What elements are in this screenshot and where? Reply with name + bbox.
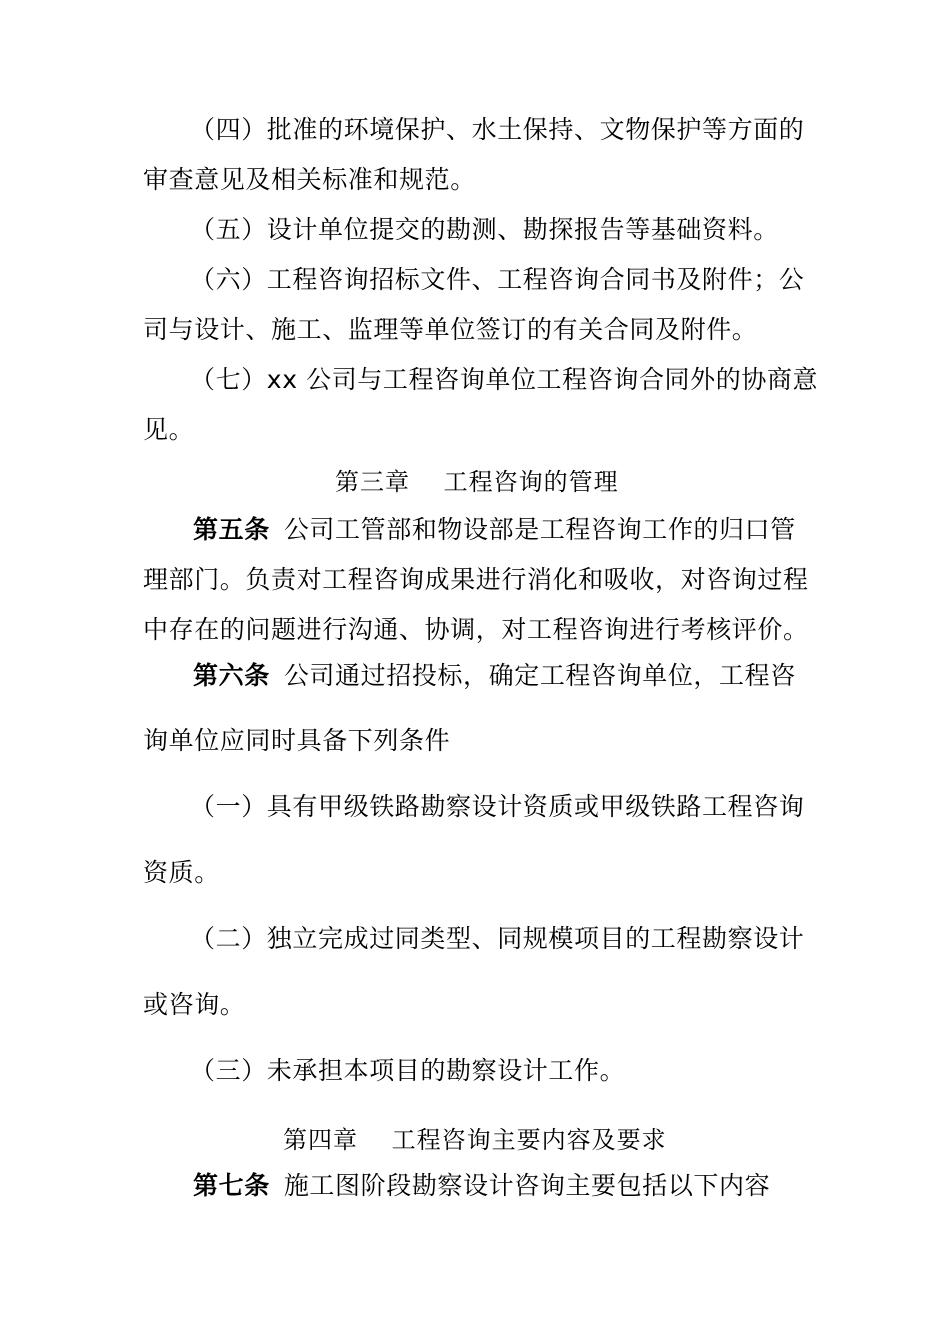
condition1-line2: 资质。 — [143, 858, 220, 887]
article7-line1 — [193, 1170, 770, 1202]
article5-line3: 中存在的问题进行沟通、协调，对工程咨询进行考核评价。 — [143, 615, 809, 644]
item4-line1: （四）批准的环境保护、水土保持、文物保护等方面的 — [190, 115, 805, 144]
item6-line2: 司与设计、施工、监理等单位签订的有关合同及附件。 — [143, 315, 758, 344]
article6-line2: 询单位应同时具备下列条件 — [143, 726, 451, 755]
item5-line1: （五）设计单位提交的勘测、勘探报告等基础资料。 — [190, 215, 779, 244]
article5-text: 公司工管部和物设部是工程咨询工作的归口管 — [283, 515, 796, 544]
item4-line2: 审查意见及相关标准和规范。 — [143, 165, 476, 194]
chapter4-title: 第四章 工程咨询主要内容及要求 — [283, 1126, 667, 1154]
condition2-line2: 或咨询。 — [143, 990, 246, 1019]
article6-line1 — [193, 660, 796, 692]
article5-line2: 理部门。负责对工程咨询成果进行消化和吸收，对咨询过程 — [143, 565, 809, 594]
chapter3-title: 第三章 工程咨询的管理 — [335, 468, 619, 496]
item7-line2: 见。 — [143, 415, 195, 444]
article5-label: 第五条 — [193, 515, 270, 544]
article5-line1 — [193, 514, 796, 546]
item7-line1: （七）xx 公司与工程咨询单位工程咨询合同外的协商意 — [190, 365, 819, 394]
condition2-line1: （二）独立完成过同类型、同规模项目的工程勘察设计 — [190, 924, 805, 953]
condition3-line1: （三）未承担本项目的勘察设计工作。 — [190, 1056, 626, 1085]
condition1-line1: （一）具有甲级铁路勘察设计资质或甲级铁路工程咨询 — [190, 792, 805, 821]
article6-label: 第六条 — [193, 661, 270, 690]
article6-text: 公司通过招投标，确定工程咨询单位，工程咨 — [283, 661, 796, 690]
article7-label: 第七条 — [193, 1171, 270, 1200]
item6-line1: （六）工程咨询招标文件、工程咨询合同书及附件；公 — [190, 265, 805, 294]
article7-text: 施工图阶段勘察设计咨询主要包括以下内容 — [283, 1171, 771, 1200]
